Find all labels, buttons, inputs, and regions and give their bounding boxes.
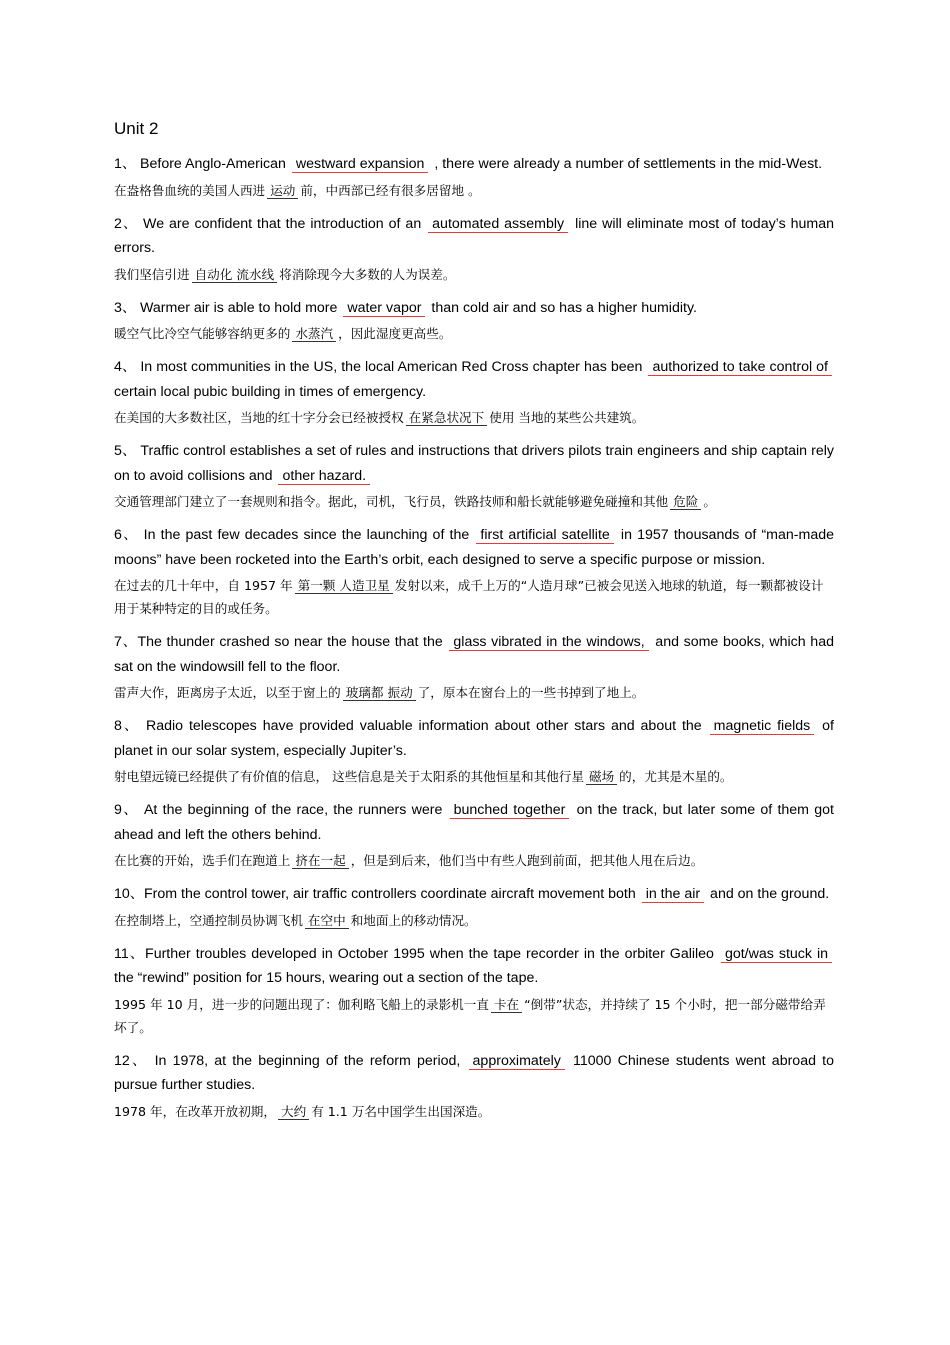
translation-text: 在过去的几十年中，自 1957 年 (114, 578, 293, 593)
translation-blank: 大约 (278, 1104, 309, 1120)
translation-blank: 磁场 (586, 769, 617, 785)
english-sentence (114, 355, 834, 404)
answer-blank: bunched together (450, 802, 570, 819)
translation-text: 1978 年，在改革开放初期， (114, 1103, 276, 1119)
chinese-translation (114, 1100, 834, 1123)
sentence-text: 5、 Traffic control establishes a set of rules and instructions that drivers pilots train engineers and ship captain rely on to avoid collisions and (114, 443, 834, 484)
translation-text: 将消除现今大多数的人为误差。 (279, 266, 456, 282)
sentence-text: 11000 Chinese students went abroad to pursue further studies. (114, 1052, 834, 1093)
chinese-translation (114, 765, 834, 788)
english-sentence (114, 798, 834, 847)
english-sentence (114, 1049, 834, 1098)
exercise-item (114, 212, 834, 286)
chinese-translation (114, 179, 834, 202)
exercise-item (114, 439, 834, 513)
answer-blank: first artificial satellite (476, 527, 613, 544)
translation-blank: 在空中 (305, 913, 349, 929)
chinese-translation (114, 993, 834, 1039)
english-sentence (114, 212, 834, 261)
sentence-text: 12、 In 1978, at the beginning of the reform period, (114, 1052, 467, 1069)
exercise-item (114, 1049, 834, 1123)
english-sentence (114, 714, 834, 763)
translation-blank: 水蒸汽 (292, 326, 336, 342)
translation-blank: 卡在 (491, 997, 522, 1013)
translation-text: 了，原本在窗台上的一些书掉到了地上。 (417, 685, 645, 700)
english-sentence (114, 523, 834, 572)
chinese-translation (114, 849, 834, 872)
translation-text: ，因此湿度更高些。 (338, 326, 452, 341)
translation-text: “倒带”状态，并持续了 15 个小时，把一部分磁带给弄坏了。 (114, 996, 826, 1035)
exercise-item (114, 798, 834, 872)
document-page (114, 118, 834, 1133)
sentence-text: 6、 In the past few decades since the launching of the (114, 527, 475, 543)
sentence-text: 7、The thunder crashed so near the house that the (114, 634, 448, 650)
chinese-translation (114, 681, 834, 704)
sentence-text: 1、 Before Anglo-American (114, 156, 290, 172)
translation-text: 我们坚信引进 (114, 266, 190, 282)
translation-text: 前，中西部已经有很多居留地 。 (300, 182, 481, 198)
sentence-text: on the track, but later some of them got ahead and left the others behind. (114, 802, 834, 843)
translation-blank: 危险 (670, 494, 701, 510)
translation-text: 在比赛的开始，选手们在跑道上 (114, 853, 291, 868)
chinese-translation (114, 322, 834, 345)
translation-text: 1995 年 10 月，进一步的问题出现了：伽利略飞船上的录影机一直 (114, 996, 489, 1012)
sentence-text: the “rewind” position for 15 hours, wearing out a section of the tape. (114, 970, 539, 986)
translation-text: 雷声大作，距离房子太近，以至于窗上的 (114, 685, 341, 700)
sentence-text: certain local pubic building in times of emergency. (114, 383, 427, 400)
sentence-text: , there were already a number of settlements in the mid-West. (430, 156, 823, 172)
translation-text: 交通管理部门建立了一套规则和指令。据此，司机，飞行员，铁路技师和船长就能够避免碰撞和其他 (114, 494, 669, 509)
sentence-text: and on the ground. (706, 886, 830, 902)
chinese-translation (114, 490, 834, 513)
answer-blank: westward expansion (292, 156, 429, 173)
chinese-translation (114, 263, 834, 286)
answer-blank: magnetic fields (710, 718, 815, 735)
translation-blank: 在紧急状况下 (406, 410, 488, 426)
answer-blank: got/was stuck in (721, 946, 832, 963)
answer-blank: water vapor (343, 300, 425, 317)
sentence-text: 2、 We are confident that the introduction of an (114, 215, 427, 232)
translation-blank: 挤在一起 (292, 853, 348, 869)
exercise-item (114, 630, 834, 704)
translation-text: 和地面上的移动情况。 (350, 912, 477, 928)
chinese-translation (114, 574, 834, 620)
translation-text: 在美国的大多数社区，当地的红十字分会已经被授权 (114, 410, 404, 425)
exercise-item (114, 355, 834, 429)
translation-blank: 运动 (267, 183, 298, 199)
chinese-translation (114, 909, 834, 932)
exercise-item (114, 714, 834, 788)
english-sentence (114, 882, 834, 907)
sentence-text: 10、From the control tower, air traffic controllers coordinate aircraft movement both (114, 886, 640, 902)
translation-text: 在控制塔上，空通控制员协调飞机 (114, 912, 303, 928)
answer-blank: in the air (642, 886, 704, 903)
unit-title: Unit 2 (114, 119, 159, 138)
sentence-text: 3、 Warmer air is able to hold more (114, 299, 342, 316)
english-sentence (114, 630, 834, 679)
english-sentence (114, 296, 834, 321)
sentence-text: 9、 At the beginning of the race, the runners were (114, 802, 448, 818)
sentence-text: than cold air and so has a higher humidity. (427, 299, 697, 316)
translation-blank: 第一颗 人造卫星 (295, 578, 393, 594)
answer-blank: approximately (469, 1053, 565, 1070)
sentence-text: 11、Further troubles developed in October 1995 when the tape recorder in the orbiter Galileo (114, 945, 719, 962)
translation-text: 。 (703, 494, 716, 509)
sentence-text: and some books, which had sat on the windowsill fell to the floor. (114, 634, 834, 675)
translation-text: 有 1.1 万名中国学生出国深造。 (311, 1103, 491, 1119)
translation-blank: 玻璃都 振动 (343, 685, 416, 701)
sentence-text: in 1957 thousands of “man-made moons” have been rocketed into the Earth’s orbit, each designed to serve a specific purpose or mission. (114, 527, 834, 568)
chinese-translation (114, 406, 834, 429)
sentence-text: of planet in our solar system, especially Jupiter’s. (114, 718, 834, 759)
answer-blank: glass vibrated in the windows, (449, 634, 648, 651)
answer-blank: other hazard. (278, 468, 370, 485)
english-sentence (114, 942, 834, 991)
english-sentence (114, 439, 834, 488)
translation-text: ，但是到后来，他们当中有些人跑到前面，把其他人甩在后边。 (350, 853, 704, 868)
sentence-text: 4、 In most communities in the US, the local American Red Cross chapter has been (114, 359, 647, 375)
sentence-text: 8、 Radio telescopes have provided valuable information about other stars and about the (114, 718, 708, 734)
sentence-text: line will eliminate most of today’s human errors. (114, 215, 835, 256)
translation-text: 暖空气比冷空气能够容纳更多的 (114, 326, 291, 341)
exercise-item (114, 942, 834, 1039)
exercise-item (114, 882, 834, 932)
translation-text: 使用 当地的某些公共建筑。 (489, 410, 645, 425)
answer-blank: authorized to take control of (648, 359, 832, 376)
exercise-item (114, 523, 834, 620)
translation-text: 在盎格鲁血统的美国人西进 (114, 182, 266, 198)
exercise-list (114, 152, 834, 1123)
translation-text: 的，尤其是木星的。 (619, 769, 733, 784)
translation-blank: 自动化 流水线 (192, 267, 278, 283)
translation-text: 发射以来，成千上万的“人造月球”已被会见送入地球的轨道，每一颗都被设计用于某种特定的目的或任务。 (114, 578, 824, 616)
english-sentence (114, 152, 834, 177)
exercise-item (114, 152, 834, 202)
answer-blank: automated assembly (428, 216, 568, 233)
exercise-item (114, 296, 834, 346)
translation-text: 射电望远镜已经提供了有价值的信息， 这些信息是关于太阳系的其他恒星和其他行星 (114, 769, 584, 784)
